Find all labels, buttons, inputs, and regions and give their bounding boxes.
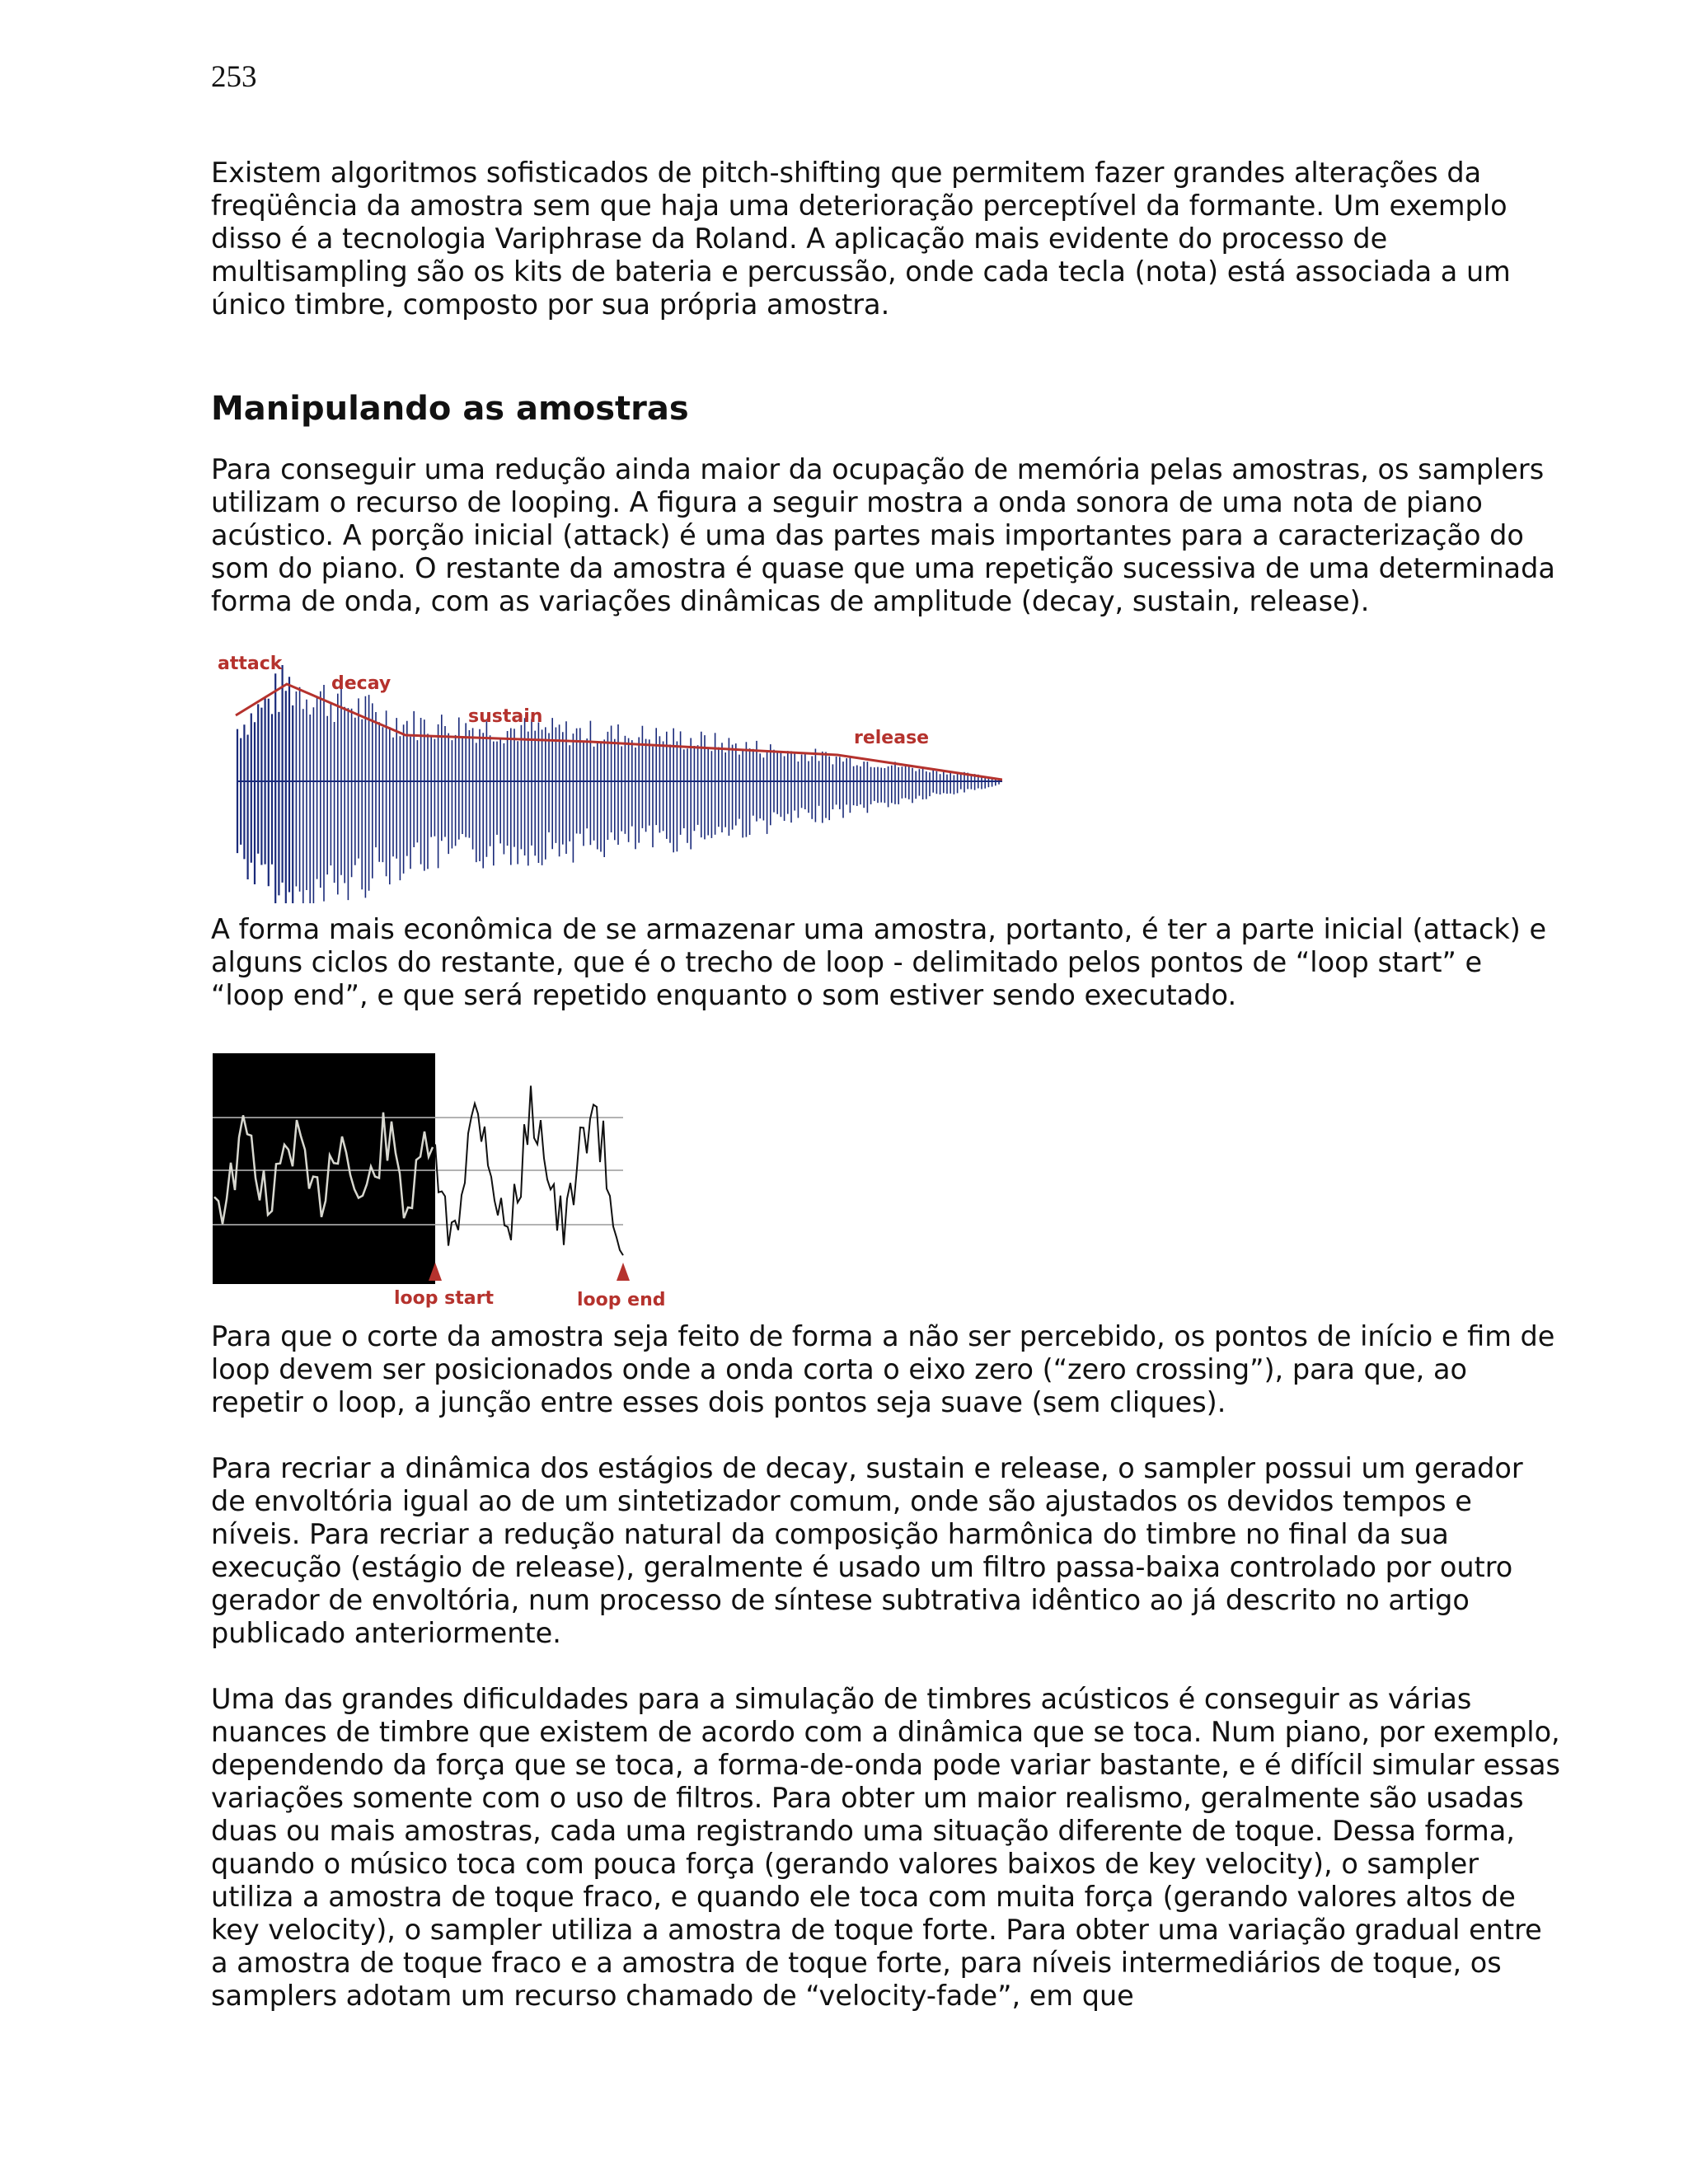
spacer	[211, 1650, 1563, 1683]
loop-end-marker	[617, 1263, 630, 1281]
label-sustain: sustain	[468, 706, 543, 727]
paragraph-velocity-fade: Uma das grandes dificuldades para a simulação de timbres acústicos é conseguir as várias nuances de timbre que existem de acordo com a dinâmica que se toca. Num piano, por exemplo, dependendo da força que se toca, a forma-de-onda pode variar bastante, e é difícil simular essas variações somente com o uso de filtros. Para obter um maior realismo, geralmente são usadas duas ou mais amostras, cada uma registrando uma situação diferente de toque. Dessa forma, quando o músico toca com pouca força (gerando valores baixos de key velocity), o sampler utiliza a amostra de toque fraco, e quando ele toca com muita força (gerando valores altos de key velocity), o sampler utiliza a amostra de toque forte. Para obter uma variação gradual entre a amostra de toque fraco e a amostra de toque forte, para níveis intermediários de toque, os samplers adotam um recurso chamado de “velocity-fade”, em que	[211, 1683, 1560, 2012]
paragraph-envelope-generator: Para recriar a dinâmica dos estágios de decay, sustain e release, o sampler possui um gerador de envoltória igual ao de um sintetizador comum, onde são ajustados os devidos tempos e níveis. Para recriar a redução natural da composição harmônica do timbre no final da sua execução (estágio de release), geralmente é usado um filtro passa-baixa controlado por outro gerador de envoltória, num processo de síntese subtrativa idêntico ao já descrito no artigo publicado anteriormente.	[211, 1452, 1523, 1649]
spacer	[211, 905, 1563, 913]
paragraph-looping: Para conseguir uma redução ainda maior da ocupação de memória pelas amostras, os samplers utilizam o recurso de looping. A figura a seguir mostra a onda sonora de uma nota de piano acústico. A porção inicial (attack) é uma das partes mais importantes para a caracterização do som do piano. O restante da amostra é quase que uma repetição sucessiva de uma determinada forma de onda, com as variações dinâmicas de amplitude (decay, sustain, release).	[211, 453, 1555, 617]
spacer	[211, 321, 1563, 389]
label-release: release	[854, 728, 930, 748]
section-heading: Manipulando as amostras	[211, 390, 689, 428]
spacer	[211, 1419, 1563, 1452]
label-loop-end: loop end	[577, 1290, 666, 1310]
figure-envelope-waveform	[211, 643, 1002, 905]
label-loop-start: loop start	[394, 1288, 494, 1309]
page-number: 253	[211, 60, 257, 94]
paragraph-pitch-shifting: Existem algoritmos sofisticados de pitch-shifting que permitem fazer grandes alterações da freqüência da amostra sem que haja uma deterioração perceptível da formante. Um exemplo disso é a tecnologia Variphrase da Roland. A aplicação mais evidente do processo de multisampling são os kits de bateria e percussão, onde cada tecla (nota) está associada a um único timbre, composto por sua própria amostra.	[211, 157, 1511, 321]
label-attack: attack	[218, 654, 283, 674]
figure-loop-points	[211, 1047, 673, 1319]
spacer	[211, 429, 1563, 453]
label-decay: decay	[331, 673, 392, 694]
waveform-trace	[237, 665, 1002, 903]
paragraph-zero-crossing: Para que o corte da amostra seja feito de forma a não ser percebido, os pontos de início e fim de loop devem ser posicionados onde a onda corta o eixo zero (“zero crossing”), para que, ao repetir o loop, a junção entre esses dois pontos seja suave (sem cliques).	[211, 1320, 1555, 1418]
paragraph-economic-storage: A forma mais econômica de se armazenar uma amostra, portanto, é ter a parte inicial (attack) e alguns ciclos do restante, que é o trecho de loop - delimitado pelos pontos de “loop start” e “loop end”, e que será repetido enquanto o som estiver sendo executado.	[211, 913, 1547, 1011]
loop-panel-dark	[213, 1053, 435, 1284]
document-body	[211, 157, 1563, 2013]
